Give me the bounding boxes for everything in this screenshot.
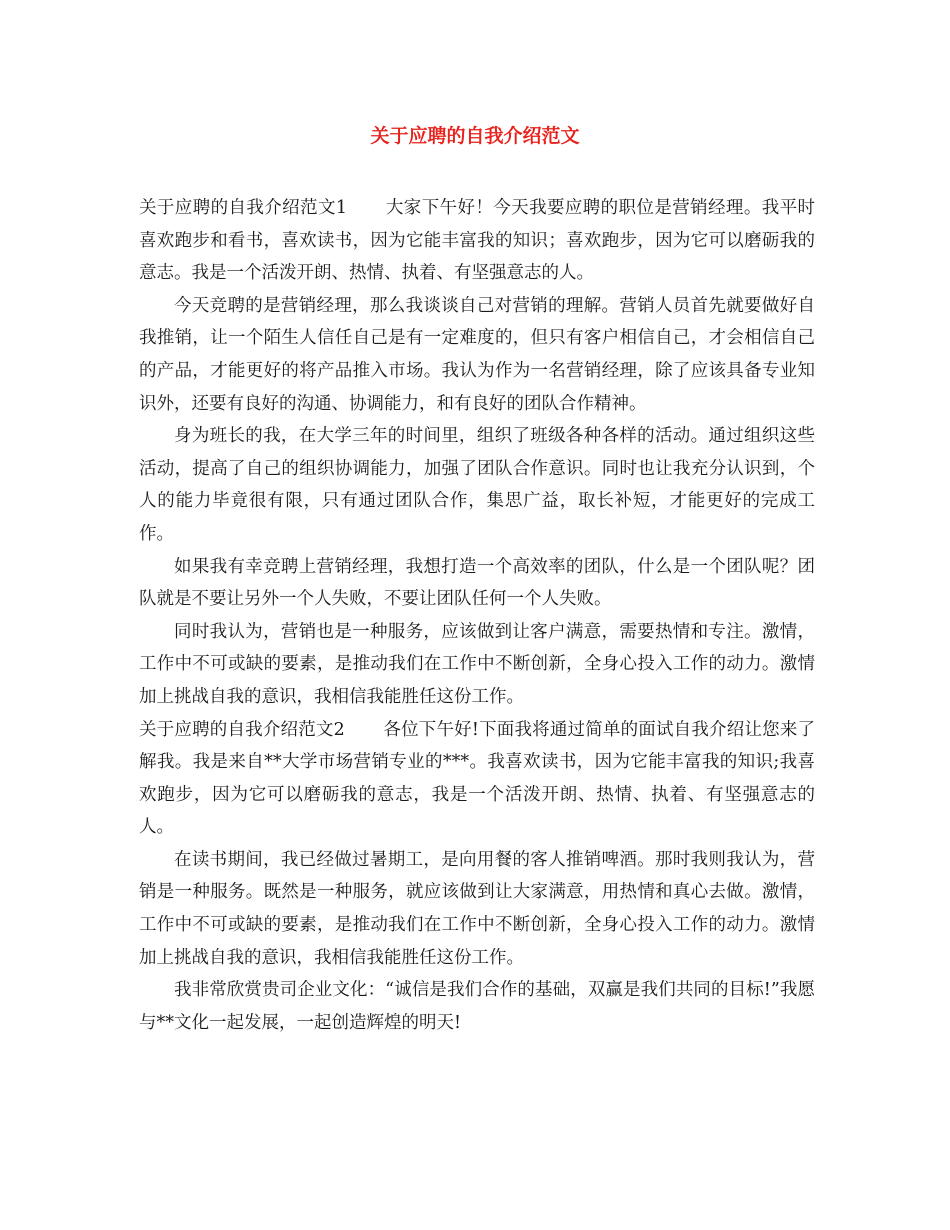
section-1-paragraph-2: 今天竞聘的是营销经理，那么我谈谈自己对营销的理解。营销人员首先就要做好自我推销，让一个陌生人信任自己是有一定难度的，但只有客户相信自己，才会相信自己的产品，才能更好的将产品推入市场。我认为作为一名营销经理，除了应该具备专业知识外，还要有良好的沟通、协调能力，和有良好的团队合作精神。 [139, 295, 815, 414]
document-title: 关于应聘的自我介绍范文 [370, 125, 580, 147]
section-2-paragraph-3: 我非常欣赏贵司企业文化：“诚信是我们合作的基础，双赢是我们共同的目标!”我愿与**文化一起发展，一起创造辉煌的明天! [139, 980, 815, 1033]
section-2-paragraph-2: 在读书期间，我已经做过暑期工，是向用餐的客人推销啤酒。那时我则我认为，营销是一种服务。既然是一种服务，就应该做到让大家满意，用热情和真心去做。激情，工作中不可或缺的要素，是推动我们在工作中不断创新，全身心投入工作的动力。激情加上挑战自我的意识，我相信我能胜任这份工作。 [139, 849, 815, 968]
section-2-paragraph-1: 各位下午好!下面我将通过简单的面试自我介绍让您来了解我。我是来自**大学市场营销专业的***。我喜欢读书，因为它能丰富我的知识;我喜欢跑步，因为它可以磨砺我的意志，我是一个活泼开朗、热情、执着、有坚强意志的人。 [139, 719, 816, 838]
section-2-heading: 关于应聘的自我介绍范文2 [139, 719, 345, 740]
section-1-paragraph-4: 如果我有幸竞聘上营销经理，我想打造一个高效率的团队，什么是一个团队呢？团队就是不要让另外一个人失败，不要让团队任何一个人失败。 [139, 556, 815, 610]
section-1-paragraph-1: 大家下午好！今天我要应聘的职位是营销经理。我平时喜欢跑步和看书，喜欢读书，因为它能丰富我的知识；喜欢跑步，因为它可以磨砺我的意志。我是一个活泼开朗、热情、执着、有坚强意志的人。 [139, 198, 816, 284]
document-body [139, 192, 815, 1039]
section-2-first-paragraph [139, 714, 815, 844]
section-1-heading: 关于应聘的自我介绍范文1 [139, 198, 347, 218]
section-1-paragraph-5: 同时我认为，营销也是一种服务，应该做到让客户满意，需要热情和专注。激情，工作中不可或缺的要素，是推动我们在工作中不断创新，全身心投入工作的动力。激情加上挑战自我的意识，我相信我能胜任这份工作。 [139, 621, 815, 707]
section-1-paragraph-3: 身为班长的我，在大学三年的时间里，组织了班级各种各样的活动。通过组织这些活动，提高了自己的组织协调能力，加强了团队合作意识。同时也让我充分认识到，个人的能力毕竟很有限，只有通过团队合作，集思广益，取长补短，才能更好的完成工作。 [139, 426, 815, 544]
section-1-first-paragraph [139, 192, 815, 290]
